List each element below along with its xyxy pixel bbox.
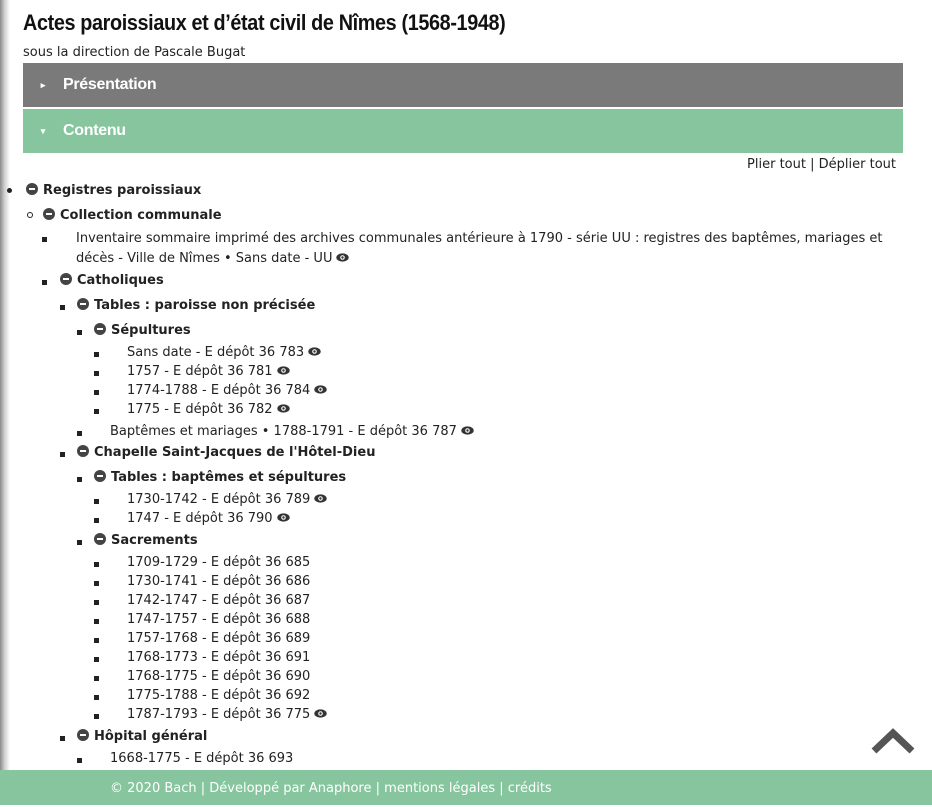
section-contenu[interactable] bbox=[23, 109, 903, 153]
expand-all-link[interactable]: Déplier tout bbox=[818, 157, 896, 172]
eye-icon[interactable] bbox=[461, 426, 474, 435]
eye-icon[interactable] bbox=[314, 709, 327, 718]
page-shadow bbox=[0, 0, 10, 805]
tree-leaf-label: Baptêmes et mariages bbox=[110, 424, 258, 439]
tree-leaf bbox=[127, 509, 290, 528]
tree-leaf-inventaire-cont bbox=[76, 249, 349, 268]
eye-icon[interactable] bbox=[336, 253, 349, 262]
tree-leaf-label: Inventaire sommaire imprimé des archives communales antérieure à 1790 - série UU : registres des baptêmes, mariages et bbox=[76, 231, 883, 246]
list-bullet bbox=[94, 619, 99, 624]
list-bullet bbox=[94, 352, 99, 357]
tree-leaf bbox=[127, 343, 321, 362]
footer-copyright: © 2020 Bach bbox=[110, 781, 197, 796]
tree-leaf bbox=[127, 490, 327, 509]
page-title: Actes paroissiaux et d’état civil de Nîmes (1568-1948) bbox=[23, 10, 506, 35]
tree-controls bbox=[747, 157, 896, 172]
eye-icon[interactable] bbox=[277, 404, 290, 413]
minus-circle-icon[interactable] bbox=[94, 533, 106, 545]
minus-circle-icon[interactable] bbox=[94, 323, 106, 335]
tree-node-label: Tables : paroisse non précisée bbox=[94, 298, 316, 313]
minus-circle-icon[interactable] bbox=[26, 183, 38, 195]
tree-node-tables-bs bbox=[94, 468, 346, 487]
tree-node-label: Tables : baptêmes et sépultures bbox=[111, 470, 347, 485]
eye-icon[interactable] bbox=[314, 385, 327, 394]
list-bullet bbox=[94, 657, 99, 662]
list-bullet bbox=[94, 600, 99, 605]
tree-leaf-label: 1742-1747 - E dépôt 36 687 bbox=[127, 593, 311, 608]
collapse-all-link[interactable]: Plier tout bbox=[747, 157, 806, 172]
tree-node-label: Sépultures bbox=[111, 323, 191, 338]
list-bullet bbox=[77, 477, 82, 482]
tree-node-label: Catholiques bbox=[77, 273, 164, 288]
tree-leaf bbox=[127, 648, 310, 667]
tree-node-label: Collection communale bbox=[60, 208, 222, 223]
tree-node-label: Chapelle Saint-Jacques de l'Hôtel-Dieu bbox=[94, 445, 376, 460]
tree-node-label: Registres paroissiaux bbox=[43, 183, 202, 198]
chevron-up-icon[interactable] bbox=[870, 724, 916, 756]
tree-leaf-label: 1747 - E dépôt 36 790 bbox=[127, 511, 273, 526]
tree-controls-separator: | bbox=[810, 157, 815, 172]
list-bullet bbox=[94, 714, 99, 719]
tree-leaf bbox=[127, 362, 290, 381]
footer-legal-link[interactable]: mentions légales bbox=[384, 781, 496, 796]
minus-circle-icon[interactable] bbox=[43, 208, 55, 220]
list-bullet bbox=[60, 452, 65, 457]
tree-node-tables-paroisse bbox=[77, 296, 315, 315]
tree-leaf-inventaire bbox=[76, 229, 882, 248]
tree-node-label: Sacrements bbox=[111, 533, 198, 548]
caret-down-icon: ▾ bbox=[40, 125, 46, 136]
list-bullet bbox=[94, 409, 99, 414]
footer-separator: | bbox=[499, 781, 504, 796]
tree-leaf-label: 1730-1742 - E dépôt 36 789 bbox=[127, 492, 311, 507]
tree-leaf-label: 1768-1773 - E dépôt 36 691 bbox=[127, 650, 311, 665]
eye-icon[interactable] bbox=[277, 513, 290, 522]
tree-leaf-label: 1787-1793 - E dépôt 36 775 bbox=[127, 707, 311, 722]
tree-leaf-unit: • Sans date - UU bbox=[224, 251, 333, 266]
tree-node-sacrements bbox=[94, 531, 198, 550]
minus-circle-icon[interactable] bbox=[77, 298, 89, 310]
minus-circle-icon[interactable] bbox=[77, 729, 89, 741]
tree-leaf-label: Sans date - E dépôt 36 783 bbox=[127, 345, 305, 360]
tree-leaf-label: 1747-1757 - E dépôt 36 688 bbox=[127, 612, 311, 627]
list-bullet bbox=[94, 638, 99, 643]
section-presentation-label: Présentation bbox=[63, 76, 157, 93]
list-bullet bbox=[27, 212, 33, 218]
tree-leaf bbox=[127, 705, 327, 724]
tree-node-label: Hôpital général bbox=[94, 729, 208, 744]
footer-separator: | bbox=[200, 781, 206, 796]
minus-circle-icon[interactable] bbox=[60, 273, 72, 285]
list-bullet bbox=[77, 540, 82, 545]
eye-icon[interactable] bbox=[308, 347, 321, 356]
list-bullet bbox=[94, 562, 99, 567]
caret-right-icon: ▸ bbox=[40, 79, 46, 90]
minus-circle-icon[interactable] bbox=[77, 445, 89, 457]
page-subtitle: sous la direction de Pascale Bugat bbox=[23, 45, 246, 60]
tree-node-hopital bbox=[77, 727, 207, 746]
list-bullet bbox=[94, 390, 99, 395]
tree-leaf bbox=[127, 553, 310, 572]
tree-leaf-baptemes bbox=[110, 422, 474, 441]
tree-leaf bbox=[127, 667, 310, 686]
list-bullet bbox=[7, 188, 12, 193]
list-bullet bbox=[60, 305, 65, 310]
footer-separator: | bbox=[375, 781, 381, 796]
list-bullet bbox=[42, 237, 47, 242]
tree-leaf bbox=[127, 629, 310, 648]
tree-node-sepultures bbox=[94, 321, 191, 340]
tree-leaf-label: 1774-1788 - E dépôt 36 784 bbox=[127, 383, 311, 398]
footer-developer-link[interactable]: Développé par Anaphore bbox=[209, 781, 372, 796]
list-bullet bbox=[94, 695, 99, 700]
list-bullet bbox=[60, 736, 65, 741]
tree-node-chapelle bbox=[77, 443, 375, 462]
section-contenu-label: Contenu bbox=[63, 122, 126, 139]
list-bullet bbox=[94, 581, 99, 586]
tree-leaf-label: 1730-1741 - E dépôt 36 686 bbox=[127, 574, 311, 589]
list-bullet bbox=[94, 371, 99, 376]
tree-leaf bbox=[127, 686, 310, 705]
footer-credits-link[interactable]: crédits bbox=[507, 781, 552, 796]
tree-node-collection bbox=[43, 206, 222, 225]
tree-leaf bbox=[110, 749, 293, 768]
tree-node-catholiques bbox=[60, 271, 164, 290]
tree-leaf-label: 1757 - E dépôt 36 781 bbox=[127, 364, 273, 379]
minus-circle-icon[interactable] bbox=[94, 470, 106, 482]
tree-leaf bbox=[127, 591, 310, 610]
tree-leaf-label: 1775 - E dépôt 36 782 bbox=[127, 402, 273, 417]
section-presentation[interactable] bbox=[23, 63, 903, 107]
eye-icon[interactable] bbox=[314, 494, 327, 503]
eye-icon[interactable] bbox=[277, 366, 290, 375]
tree-leaf-label: 1757-1768 - E dépôt 36 689 bbox=[127, 631, 311, 646]
list-bullet bbox=[94, 676, 99, 681]
list-bullet bbox=[42, 280, 47, 285]
list-bullet bbox=[94, 499, 99, 504]
list-bullet bbox=[77, 330, 82, 335]
list-bullet bbox=[77, 431, 82, 436]
tree-leaf-label: 1775-1788 - E dépôt 36 692 bbox=[127, 688, 311, 703]
tree-leaf bbox=[127, 400, 290, 419]
tree-leaf-label: 1709-1729 - E dépôt 36 685 bbox=[127, 555, 311, 570]
tree-leaf bbox=[127, 572, 310, 591]
tree-node-registres bbox=[26, 181, 201, 200]
list-bullet bbox=[77, 758, 82, 763]
list-bullet bbox=[94, 518, 99, 523]
tree-leaf-unit: • 1788-1791 - E dépôt 36 787 bbox=[261, 424, 457, 439]
tree-leaf bbox=[127, 381, 327, 400]
tree-leaf bbox=[127, 610, 310, 629]
tree-leaf-label: 1668-1775 - E dépôt 36 693 bbox=[110, 751, 294, 766]
tree-leaf-label: décès - Ville de Nîmes bbox=[76, 251, 220, 266]
tree-leaf-label: 1768-1775 - E dépôt 36 690 bbox=[127, 669, 311, 684]
footer bbox=[0, 770, 932, 805]
